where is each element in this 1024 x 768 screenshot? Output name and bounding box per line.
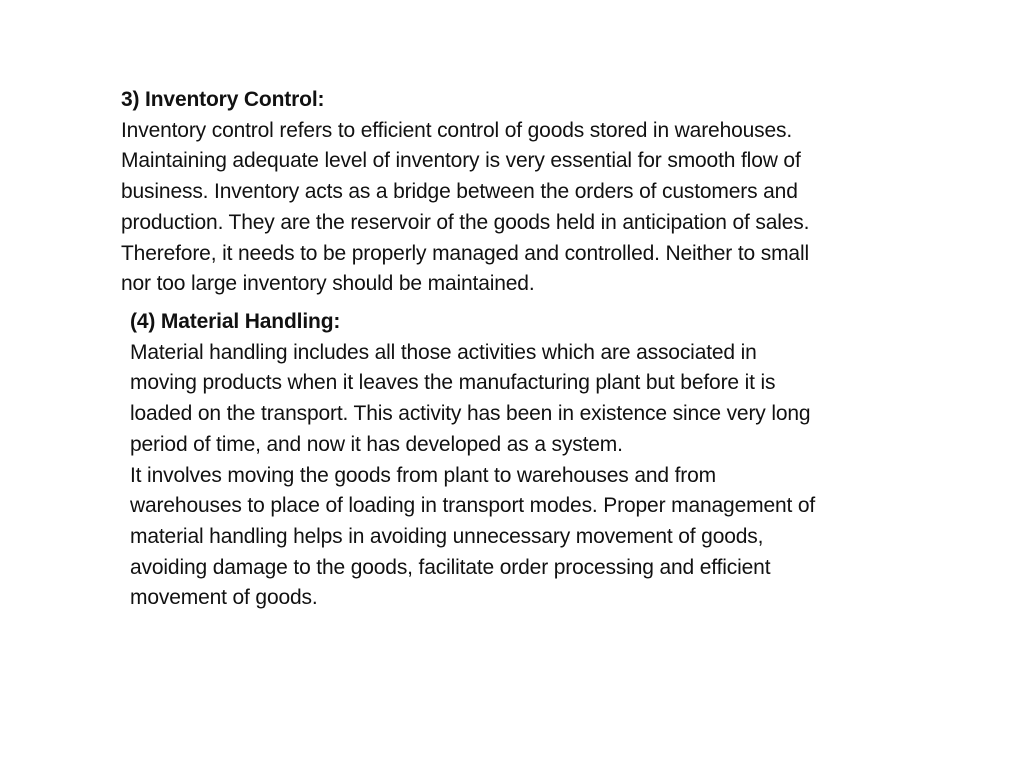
text-line: Maintaining adequate level of inventory is very essential for smooth flow of xyxy=(121,149,801,173)
text-line: material handling helps in avoiding unnecessary movement of goods, xyxy=(130,524,764,548)
paragraph xyxy=(130,338,920,461)
text-line: movement of goods. xyxy=(130,586,318,610)
paragraph xyxy=(121,116,921,300)
text-line: production. They are the reservoir of the goods held in anticipation of sales. xyxy=(121,210,810,234)
text-line: Therefore, it needs to be properly managed and controlled. Neither to small xyxy=(121,241,809,265)
text-line: Inventory control refers to efficient control of goods stored in warehouses. xyxy=(121,118,793,142)
text-line: warehouses to place of loading in transport modes. Proper management of xyxy=(130,494,816,518)
text-line: nor too large inventory should be maintained. xyxy=(121,272,535,296)
text-line: moving products when it leaves the manufacturing plant but before it is xyxy=(130,371,776,395)
section-material-handling xyxy=(130,307,920,614)
text-line: business. Inventory acts as a bridge between the orders of customers and xyxy=(121,180,798,204)
text-line: loaded on the transport. This activity has been in existence since very long xyxy=(130,402,811,426)
section-inventory-control xyxy=(121,85,921,300)
paragraph xyxy=(130,461,920,615)
text-line: Material handling includes all those activities which are associated in xyxy=(130,340,757,364)
section-heading: 3) Inventory Control: xyxy=(121,88,325,111)
text-line: avoiding damage to the goods, facilitate order processing and efficient xyxy=(130,555,771,579)
text-line: It involves moving the goods from plant to warehouses and from xyxy=(130,463,717,487)
text-line: period of time, and now it has developed as a system. xyxy=(130,432,623,456)
section-heading: (4) Material Handling: xyxy=(130,310,341,333)
